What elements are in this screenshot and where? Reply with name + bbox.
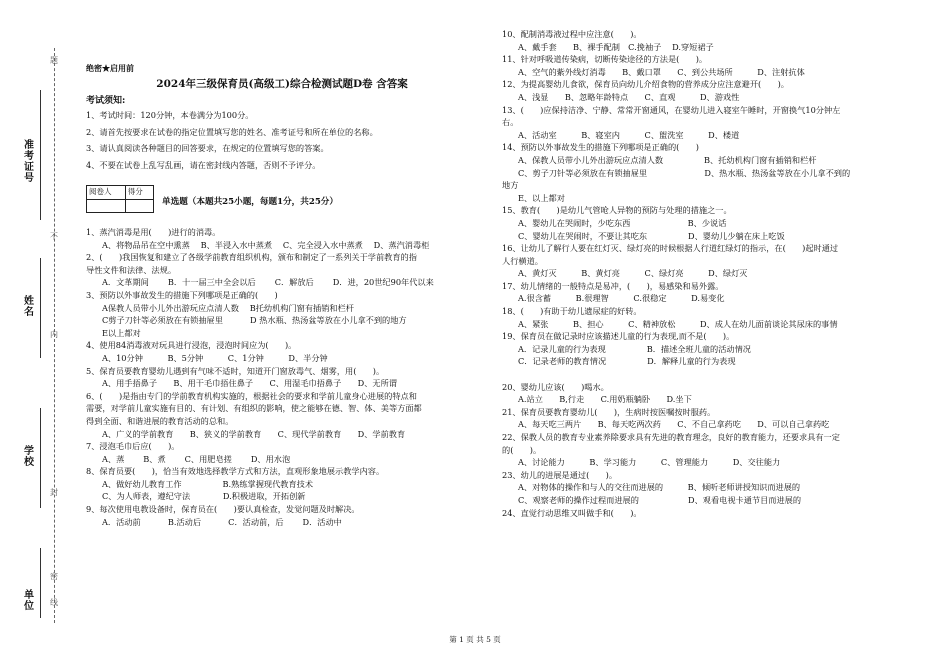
school-label: 学校 bbox=[24, 446, 34, 468]
seal-mark-top: 题 bbox=[50, 56, 58, 65]
answer-options: E以上都对 bbox=[102, 327, 141, 338]
answer-options: C、为人师表，遵纪守法 D.积极进取，开拓创新 bbox=[102, 491, 306, 502]
answer-options: A．活动前 B.活动后 C．活动前，后 D．活动中 bbox=[102, 516, 342, 527]
question-line: 的( )。 bbox=[502, 444, 542, 455]
seal-mark-bot3: 线 bbox=[50, 598, 58, 607]
answer-options: C、剪子刀针等必须放在有锁抽屉里 D、热水瓶、热汤盆等放在小儿拿不到的 bbox=[518, 167, 851, 178]
question-line: 地方 bbox=[502, 180, 519, 191]
answer-options: C剪子刀针等必须放在有锁抽屉里 D 热水瓶、热汤盆等放在小儿拿不到的地方 bbox=[102, 315, 407, 326]
unit-line bbox=[40, 548, 41, 618]
answer-options: A.很含蓄 B.很理智 C.很稳定 D.易变化 bbox=[518, 293, 725, 304]
answer-options: A、广义的学前教育 B、狭义的学前教育 C、现代学前教育 D、学前教育 bbox=[102, 428, 406, 439]
question-line: 19、保育员在做记录时应该描述儿童的行为表现,而不是( )。 bbox=[502, 331, 735, 342]
answer-options: E、以上都对 bbox=[518, 192, 565, 203]
right-question-list bbox=[502, 28, 897, 519]
answer-options: A、将物品吊在空中熏蒸 B、半浸入水中蒸煮 C、完全浸入水中蒸煮 D、蒸汽消毒柜 bbox=[102, 239, 430, 250]
question-line: 7、浸泡毛巾后应( )。 bbox=[86, 441, 180, 452]
page-footer: 第 1 页 共 5 页 bbox=[449, 635, 501, 644]
answer-options: A、空气的紫外线灯消毒 B、戴口罩 C、到公共场所 D、注射抗体 bbox=[518, 66, 805, 77]
answer-options: A保教人员带小儿外出游玩应点清人数 B托幼机构门窗有插销和栏杆 bbox=[102, 302, 354, 313]
answer-options: A、蒸 B、煮 C、用肥皂搓 D、用水泡 bbox=[102, 453, 291, 464]
question-line: 5、保育员要教育婴幼儿遇到有气味不适时，知道开门窗放毒气、烟雾，用( )。 bbox=[86, 365, 385, 376]
answer-options: A、戴手套 B、裸手配制 C.挽袖子 D.穿短裙子 bbox=[518, 41, 714, 52]
name-line bbox=[40, 258, 41, 358]
question-line: 6、( )是指由专门的学前教育机构实施的，根据社会的要求和学前儿童身心进展的特点和 bbox=[86, 390, 417, 401]
answer-options: A．文革期间 B．十一届三中全会以后 C．解放后 D．进，20世纪90年代以来 bbox=[102, 277, 434, 288]
name-label: 姓名 bbox=[24, 296, 34, 318]
answer-options: A、用手捂鼻子 B、用干毛巾捂住鼻子 C、用湿毛巾捂鼻子 D、无所谓 bbox=[102, 378, 397, 389]
answer-options: A、浅显 B、忽略年龄特点 C、直观 D、游戏性 bbox=[518, 91, 740, 102]
question-line: 11、针对呼吸道传染病，切断传染途径的方法是( )。 bbox=[502, 54, 708, 65]
binding-strip bbox=[0, 0, 80, 671]
question-line: 得到全面、和谐进展的教育活动的总和。 bbox=[86, 415, 234, 426]
question-line: 2、( )我国恢复和建立了各级学前教育组织机构，颁布和制定了一系列关于学前教育的指 bbox=[86, 252, 417, 263]
score-table bbox=[86, 185, 154, 213]
left-question-list bbox=[86, 226, 478, 528]
seal-mark-mid2: 内 bbox=[50, 330, 58, 339]
question-line: 24、直觉行动思维又叫做手和( )。 bbox=[502, 507, 642, 518]
secret-tag: 绝密★启用前 bbox=[86, 63, 134, 73]
question-line: 22、保教人员的教育专业素养除要求具有先进的教育理念，良好的教育能力，还要求具有一定 bbox=[502, 432, 840, 442]
question-line: 需要，对学前儿童实施有目的、有计划、有组织的影响，使之能够在德、智、体、美等方面都 bbox=[86, 403, 422, 414]
answer-options: A、做好幼儿教育工作 B.熟练掌握现代教育技术 bbox=[102, 478, 314, 489]
answer-options: A.站立 B,行走 C.用奶瓶躺卧 D.坐下 bbox=[518, 394, 692, 405]
question-line: 13、( )应保持洁净、宁静、常常开窗通风，在婴幼儿进入寝室午睡时，开窗换气10分钟左 bbox=[502, 104, 841, 115]
question-line: 21、保育员要教育婴幼儿( )，生病时按医嘱按时服药。 bbox=[502, 406, 716, 417]
question-line: 17、幼儿情绪的一般特点是易冲，( )，易感染和易外露。 bbox=[502, 280, 724, 291]
right-column bbox=[502, 0, 897, 519]
answer-options: A、保教人员带小儿外出游玩应点清人数 B、托幼机构门窗有插销和栏杆 bbox=[518, 154, 817, 165]
question-line: 10、配制消毒液过程中应注意( )。 bbox=[502, 29, 642, 39]
school-line bbox=[40, 408, 41, 508]
score-row bbox=[86, 179, 478, 213]
unit-label: 单位 bbox=[24, 590, 34, 612]
question-line: 4、使用84消毒液对玩具进行浸泡，浸泡时间应为( )。 bbox=[86, 340, 297, 351]
answer-options: A、每天吃三两片 B、每天吃两次药 C、不自己拿药吃 D、可以自己拿药吃 bbox=[518, 419, 830, 430]
answer-options: A、黄灯灭 B、黄灯亮 C、绿灯亮 D、绿灯灭 bbox=[518, 268, 748, 279]
question-line: 16、让幼儿了解行人要在红灯灭、绿灯亮的时候根据人行道红绿灯的指示，在( )起时通过 bbox=[502, 243, 839, 254]
answer-options: C．记录老师的教育情况 D．解释儿童的行为表现 bbox=[518, 356, 736, 367]
answer-options: A、10分钟 B、5分钟 C、1分钟 D、半分钟 bbox=[102, 352, 328, 363]
question-line: 导性文件和法律、法规。 bbox=[86, 264, 177, 275]
question-line: 人行横道。 bbox=[502, 255, 543, 266]
question-line bbox=[502, 368, 897, 381]
answer-options: A、婴幼儿在哭闹时，少吃东西 B、少说话 bbox=[518, 217, 727, 228]
grader-cell: 阅卷人 bbox=[87, 186, 126, 200]
seal-mark-bot2: 密 bbox=[50, 572, 58, 581]
seal-mark-bot1: 封 bbox=[50, 488, 58, 497]
notice-line: 3、请认真阅读各种题目的回答要求，在规定的位置填写您的答案。 bbox=[86, 143, 329, 153]
score-blank[interactable] bbox=[125, 200, 153, 213]
answer-options: A．记录儿童的行为表现 B．描述全班儿童的活动情况 bbox=[518, 343, 751, 354]
section-title: 单选题（本题共25小题，每题1分，共25分） bbox=[162, 197, 338, 208]
question-line: 12、为提高婴幼儿食欲，保育员向幼儿介绍食物的营养成分应注意避开( )。 bbox=[502, 79, 789, 90]
question-line: 8、保育员要( )，恰当有效地选择教学方式和方法，直观形象地展示教学内容。 bbox=[86, 466, 385, 477]
answer-options: C、观察老师的操作过程而进展的 D、观看电视卡通节目而进展的 bbox=[518, 494, 802, 505]
question-line: 18、( )有助于幼儿遗尿症的好转。 bbox=[502, 306, 642, 317]
seal-mark-mid1: 不 bbox=[50, 232, 58, 241]
question-line: 15、教育( )是幼儿气管呛人异物的预防与处理的措施之一。 bbox=[502, 205, 732, 216]
left-column bbox=[86, 0, 478, 528]
answer-options: A、对物体的操作和与人的交往而进展的 B、倾听老师讲授知识而进展的 bbox=[518, 482, 801, 493]
question-line: 9、每次使用电教设备时，保育员在( )要认真检查，发觉问题及时解决。 bbox=[86, 504, 360, 515]
question-line: 右。 bbox=[502, 117, 519, 128]
question-line: 1、蒸汽消毒是用( )进行的消毒。 bbox=[86, 227, 221, 237]
answer-options: A、紧张 B、担心 C、精神放松 D、成人在幼儿面前谈论其尿床的事情 bbox=[518, 318, 838, 329]
notice-heading: 考试须知: bbox=[86, 96, 126, 106]
answer-options: C、婴幼儿在哭闹时，不要让其吃东 D、婴幼儿少躺在床上吃饭 bbox=[518, 230, 785, 241]
notice-line: 1、考试时间：120分钟，本卷满分为100分。 bbox=[86, 110, 254, 120]
grader-blank[interactable] bbox=[87, 200, 126, 213]
question-line: 14、预防以外事故发生的措施下列哪项是正确的( ) bbox=[502, 142, 699, 153]
question-line: 23、幼儿的进展是通过( )。 bbox=[502, 469, 618, 480]
page-title: 2024年三级保育员(高级工)综合检测试题D卷 含答案 bbox=[156, 78, 408, 90]
exam-number-line bbox=[40, 90, 41, 220]
question-line: 3、预防以外事故发生的措施下列哪项是正确的( ) bbox=[86, 289, 278, 300]
question-line: 20、婴幼儿应该( )喝水。 bbox=[502, 381, 609, 392]
notice-line: 4、不要在试卷上乱写乱画，请在密封线内答题，否则不予评分。 bbox=[86, 159, 321, 170]
notice-line: 2、请首先按要求在试卷的指定位置填写您的姓名、准考证号和所在单位的名称。 bbox=[86, 126, 378, 137]
exam-number-label: 准考证号 bbox=[24, 140, 34, 184]
answer-options: A、活动室 B、寝室内 C、盥洗室 D、楼道 bbox=[518, 129, 740, 140]
answer-options: A、讨论能力 B、学习能力 C、管理能力 D、交往能力 bbox=[518, 457, 781, 468]
score-cell: 得分 bbox=[125, 186, 153, 200]
